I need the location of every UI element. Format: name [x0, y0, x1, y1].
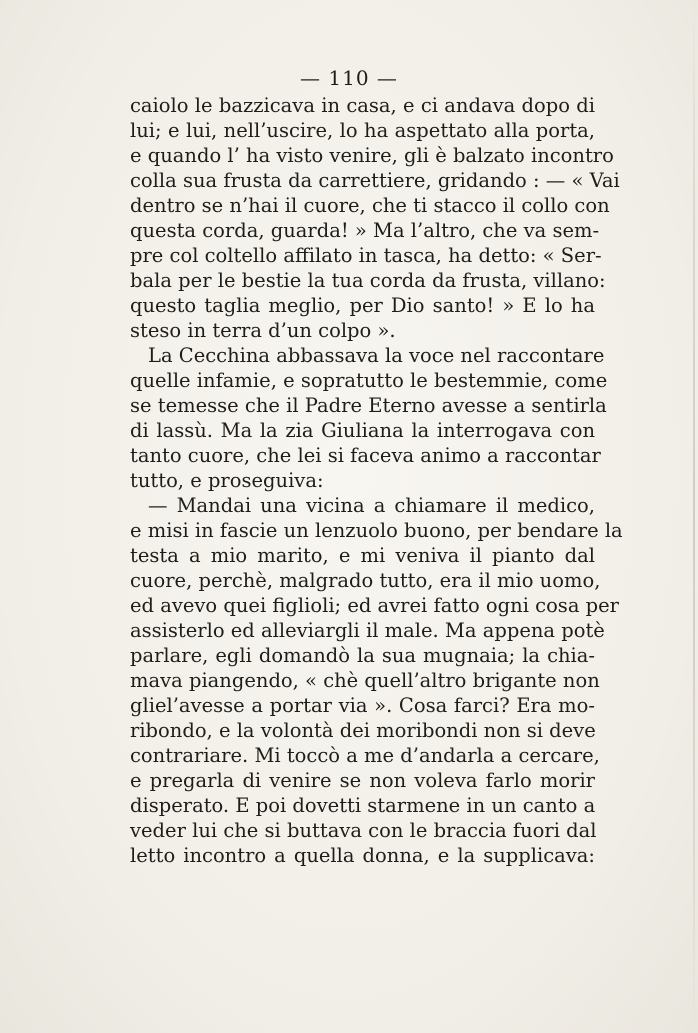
- text-line: dentro se n’hai il cuore, che ti stacco il collo con: [130, 194, 610, 217]
- text-line: letto incontro a quella donna, e la supplicava:: [130, 844, 595, 867]
- text-line: assisterlo ed alleviargli il male. Ma appena potè: [130, 619, 605, 642]
- text-line: e misi in fascie un lenzuolo buono, per bendare la: [130, 519, 623, 542]
- text-line: cuore, perchè, malgrado tutto, era il mio uomo,: [130, 569, 601, 592]
- text-line: contrariare. Mi toccò a me d’andarla a cercare,: [130, 744, 600, 767]
- text-line: di lassù. Ma la zia Giuliana la interrogava con: [130, 419, 595, 442]
- text-line: tanto cuore, che lei si faceva animo a raccontar: [130, 444, 601, 467]
- text-line: caiolo le bazzicava in casa, e ci andava dopo di: [130, 94, 595, 117]
- text-line: questo taglia meglio, per Dio santo! » E lo ha: [130, 294, 595, 317]
- text-line: gliel’avesse a portar via ». Cosa farci? Era mo-: [130, 694, 595, 717]
- text-line: La Cecchina abbassava la voce nel raccontare: [148, 344, 605, 367]
- text-line: steso in terra d’un colpo ».: [130, 319, 396, 342]
- text-line: quelle infamie, e sopratutto le bestemmie, come: [130, 369, 608, 392]
- page-number: — 110 —: [300, 66, 398, 90]
- text-line: mava piangendo, « chè quell’altro brigante non: [130, 669, 600, 692]
- text-line: ribondo, e la volontà dei moribondi non si deve: [130, 719, 596, 742]
- text-line: — Mandai una vicina a chiamare il medico,: [148, 494, 595, 517]
- text-line: se temesse che il Padre Eterno avesse a sentirla: [130, 394, 607, 417]
- body-text: [130, 93, 623, 868]
- text-line: ed avevo quei figlioli; ed avrei fatto ogni cosa per: [130, 594, 619, 617]
- text-line: testa a mio marito, e mi veniva il pianto dal: [130, 544, 595, 567]
- text-line: bala per le bestie la tua corda da frusta, villano:: [130, 269, 606, 292]
- text-line: disperato. E poi dovetti starmene in un canto a: [130, 794, 596, 817]
- text-line: e pregarla di venire se non voleva farlo morir: [130, 769, 595, 792]
- text-line: colla sua frusta da carrettiere, gridando : — « Vai: [130, 169, 620, 192]
- text-line: pre col coltello affilato in tasca, ha detto: « Ser-: [130, 244, 602, 267]
- text-line: questa corda, guarda! » Ma l’altro, che va sem-: [130, 219, 600, 242]
- text-line: parlare, egli domandò la sua mugnaia; la chia-: [130, 644, 595, 667]
- text-line: e quando l’ ha visto venire, gli è balzato incontro: [130, 144, 614, 167]
- text-line: lui; e lui, nell’uscire, lo ha aspettato alla porta,: [130, 119, 595, 142]
- text-line: veder lui che si buttava con le braccia fuori dal: [130, 819, 597, 842]
- text-line: tutto, e proseguiva:: [130, 469, 324, 492]
- page-edge-shadow: [693, 0, 695, 1033]
